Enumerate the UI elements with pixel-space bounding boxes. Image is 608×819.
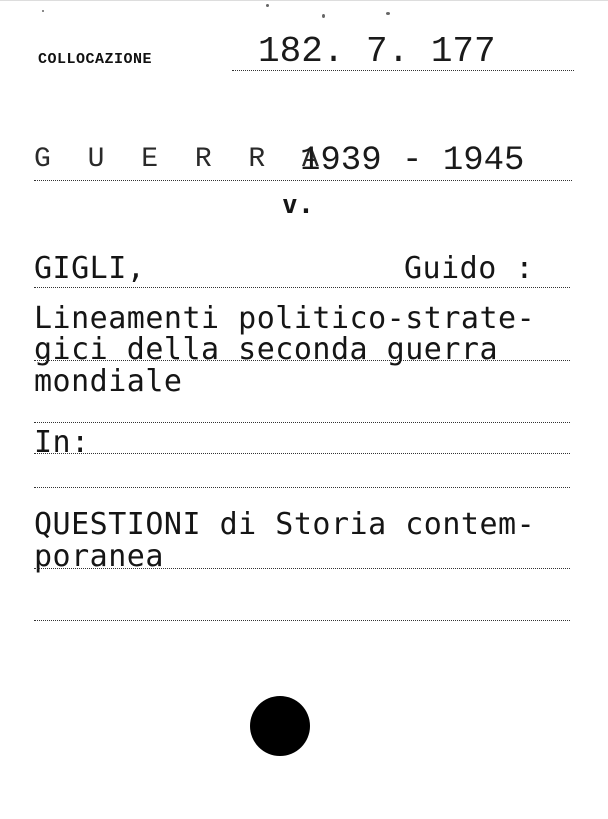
subject-years: 1939 - 1945 xyxy=(300,142,525,180)
card-top-edge xyxy=(0,0,608,4)
ink-speck xyxy=(386,12,390,15)
author-dotted-line xyxy=(34,287,570,288)
subject-dotted-line xyxy=(34,180,572,181)
source-line-2: poranea xyxy=(34,539,164,574)
see-also-marker: v. xyxy=(282,190,315,220)
in-dotted-line xyxy=(34,453,570,454)
title-line-2: gici della seconda guerra xyxy=(34,332,499,367)
title-line-1: Lineamenti politico-strate- xyxy=(34,301,536,336)
ink-speck xyxy=(42,10,44,12)
blank-dotted-line-3 xyxy=(34,620,570,621)
author-surname: GIGLI, xyxy=(34,251,146,286)
punch-hole xyxy=(250,696,310,756)
blank-dotted-line-2 xyxy=(34,487,570,488)
source-line-1: QUESTIONI di Storia contem- xyxy=(34,507,536,542)
title-dotted-line xyxy=(34,360,570,361)
blank-dotted-line-1 xyxy=(34,422,570,423)
ink-speck xyxy=(322,14,325,18)
author-name: Guido : xyxy=(404,251,534,286)
subject-heading: G U E R R A xyxy=(34,144,329,175)
collocazione-value: 182. 7. 177 xyxy=(258,31,496,72)
source-dotted-line xyxy=(34,568,570,569)
in-label: In: xyxy=(34,425,90,460)
collocazione-dotted-line xyxy=(232,70,574,71)
title-line-3: mondiale xyxy=(34,364,183,399)
collocazione-label: COLLOCAZIONE xyxy=(38,51,153,68)
ink-speck xyxy=(266,4,269,7)
